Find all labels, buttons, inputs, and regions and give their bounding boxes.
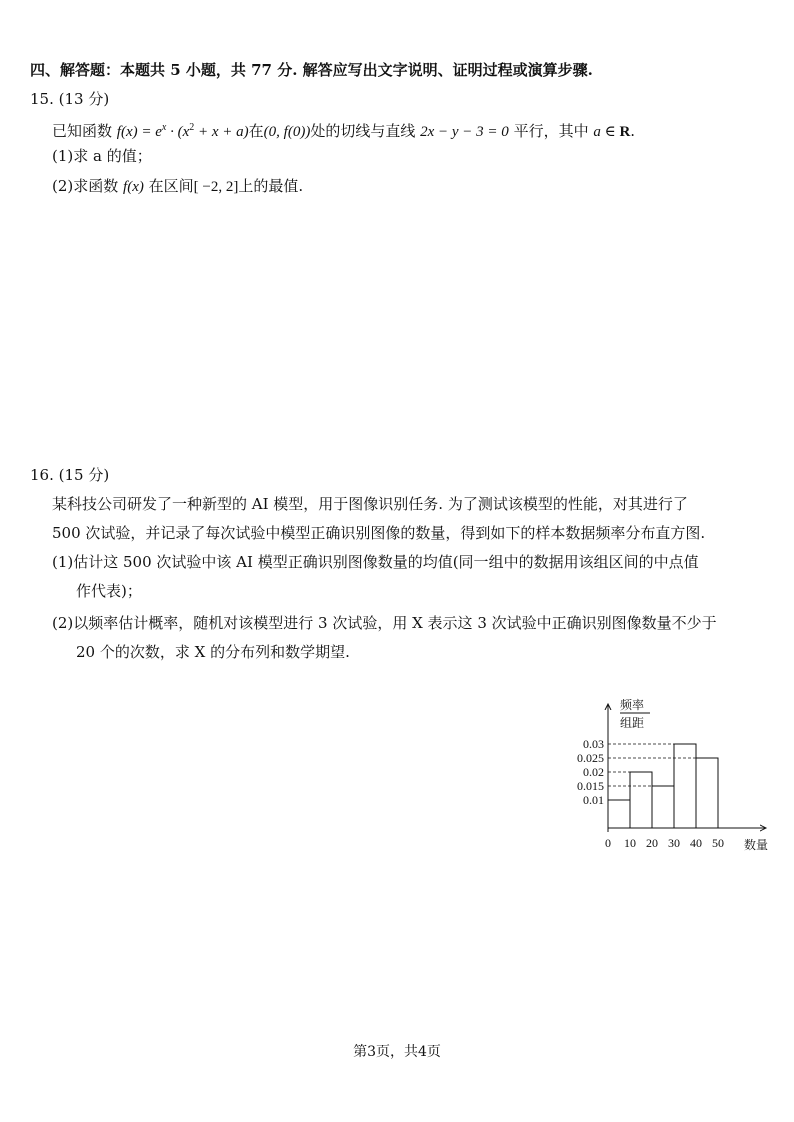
y-axis-label-top: 频率 xyxy=(620,698,645,712)
x-tick-label: 30 xyxy=(668,836,680,850)
y-axis-label-bottom: 组距 xyxy=(620,716,645,730)
x-tick-label: 40 xyxy=(690,836,702,850)
y-tick-label: 0.02 xyxy=(583,765,604,779)
histogram-bar-1 xyxy=(630,772,652,828)
x-tick-label: 20 xyxy=(646,836,658,850)
histogram-bar-2 xyxy=(652,786,674,828)
histogram-bar-4 xyxy=(696,758,718,828)
page-footer: 第3页，共4页 xyxy=(353,1044,441,1060)
y-tick-label: 0.01 xyxy=(583,793,604,807)
x-tick-label: 10 xyxy=(624,836,636,850)
histogram-bar-3 xyxy=(674,744,696,828)
q16-part2-line1: (2)以频率估计概率，随机对该模型进行 3 次试验，用 X 表示这 3 次试验中正确识别图像数量不少于 xyxy=(52,614,717,632)
q16-part1-line2: 作代表)； xyxy=(76,582,142,600)
x-axis-label: 数量 xyxy=(744,838,769,852)
q16-stem-line2: 500 次试验，并记录了每次试验中模型正确识别图像的数量，得到如下的样本数据频率分布直方图. xyxy=(52,524,706,542)
y-tick-label: 0.03 xyxy=(583,737,604,751)
q16-number: 16. (15 分) xyxy=(30,466,110,484)
q15-part2: (2)求函数 f(x) 在区间[ −2, 2]上的最值. xyxy=(52,177,304,195)
q16-stem-line1: 某科技公司研发了一种新型的 AI 模型，用于图像识别任务. 为了测试该模型的性能，对其进行了 xyxy=(52,495,688,513)
q16-part1-line1: (1)估计这 500 次试验中该 AI 模型正确识别图像数量的均值(同一组中的数据用该组区间的中点值 xyxy=(52,553,699,571)
y-tick-label: 0.015 xyxy=(577,779,604,793)
q15-part1: (1)求 a 的值； xyxy=(52,147,152,165)
section-header: 四、解答题：本题共 5 小题，共 77 分. 解答应写出文字说明、证明过程或演算步骤. xyxy=(30,61,593,79)
q15-stem: 已知函数 $f(x) = e^x \cdot (x^2 + x + a)$在(0, f(0))处的切线与直线 2x − y − 3 = 0 平行，其中 a ∈ R. xyxy=(52,122,636,140)
frequency-histogram xyxy=(568,696,778,856)
x-tick-label: 50 xyxy=(712,836,724,850)
q16-part2-line2: 20 个的次数，求 X 的分布列和数学期望. xyxy=(76,643,350,661)
x-tick-label: 0 xyxy=(605,836,611,850)
y-tick-label: 0.025 xyxy=(577,751,604,765)
histogram-bar-0 xyxy=(608,800,630,828)
q15-number: 15. (13 分) xyxy=(30,90,110,108)
